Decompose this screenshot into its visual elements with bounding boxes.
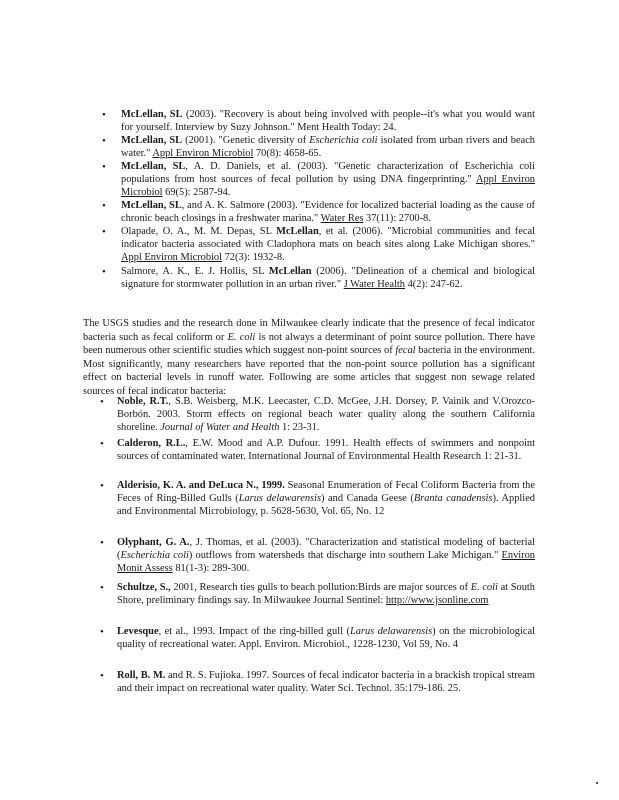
reference-item [121,135,535,161]
reference-item [117,670,535,696]
emphasis-word: fecal [395,345,416,356]
scan-speck [596,782,598,784]
reference-item [117,582,535,608]
reference-item [117,396,535,435]
reference-author: Schultze, S., [117,582,171,593]
reference-text: 70(8): 4658-65. [253,147,322,159]
reference-text: (2001). "Genetic diversity of [182,135,310,146]
reference-author: Alderisio, K. A. and DeLuca N., 1999. [117,480,285,491]
reference-text: isolated from urban rivers and beach water." [121,135,536,159]
species-name: Branta canadensis [413,492,493,504]
reference-author: Noble, R.T. [117,396,169,407]
reference-text: , E.W. Mood and A.P. Dufour. 1991. Health effects of swimmers and nonpoint sources of contaminated water. International Journal of Environmental Health Research 1: 21-31. [117,438,536,462]
species-name: Larus delawarensis [349,626,433,637]
reference-text: 37(11): 2700-8. [363,212,431,224]
species-name: Larus delawarensis [238,492,322,504]
reference-text: , and A. K. Salmore (2003). "Evidence for localized bacterial loading as the cause of chronic beach closings in a freshwater marina." [121,200,535,224]
journal-link[interactable]: Appl Environ Microbiol [121,251,223,263]
reference-author: McLellan [276,226,319,237]
reference-author: McLellan, SL [121,135,183,146]
reference-author: Roll, B. M. [117,670,166,681]
reference-text: , S.B. Weisberg, M.K. Leecaster, C.D. McGee, J.H. Dorsey, P. Vainik and V.Orozco-Borbón. 2003. Storm effects on regional beach water quality along the southern California shoreline. [117,396,535,433]
journal-link[interactable]: Appl Environ Microbiol [152,147,254,159]
reference-author: Levesque [117,626,159,637]
reference-text: Olapade, O. A., M. M. Depas, SL [121,226,277,237]
reference-text: 81(1-3): 289-300. [172,562,250,574]
journal-link[interactable]: J Water Health [343,278,405,290]
reference-item [117,438,535,464]
reference-text: ) on the microbiological quality of recreational water. Appl. Environ. Microbiol., 1228-1230, Vol 59, No. 4 [117,626,535,650]
species-name: Escherichia coli [120,549,189,561]
reference-item [121,266,535,292]
reference-item [117,626,535,652]
species-name: E. coli [470,582,498,593]
reference-text: 69(5): 2587-94. [162,186,231,198]
website-link[interactable]: http://www.jsonline.com [385,594,489,606]
reference-text: 72(3): 1932-8. [222,251,285,263]
reference-text: at South Shore, preliminary findings say. In Milwaukee Journal Sentinel: [117,582,535,606]
reference-text: ) and Canada Geese ( [321,492,414,504]
reference-item [117,537,535,576]
reference-text: Salmore, A. K., E. J. Hollis, SL [121,266,269,277]
species-name: E. coli [227,331,256,343]
reference-text: , et al., 1993. Impact of the ring-billed gull ( [158,626,350,637]
reference-text: (2006). "Delineation of a chemical and biological signature for stormwater pollution in an urban river." [121,266,535,290]
body-paragraph: The USGS studies and the research done in Milwaukee clearly indicate that the presence of fecal indicator bacteria such as fecal coliform or E. coli is not always a determinant of point source pollution. There have been numerous other scientific studies which suggest non-point sources of fecal bacteria in the environment. Most significantly, many researchers have reported that the non-point source pollution has a significant effect on bacterial levels in runoff water. Following are some articles that suggest non sewage related sources of fecal indicator bacteria: [83,318,536,397]
reference-text: ) outflows from watersheds that discharge into southern Lake Michigan." [188,549,502,561]
reference-text: and R. S. Fujioka. 1997. Sources of fecal indicator bacteria in a brackish tropical stream and their impact on recreational water quality. Water Sci. Technol. 35:179-186. 25. [117,670,535,694]
reference-text: , et al. (2006). "Microbial communities and fecal indicator bacteria associated with Cladophora mats on beach sites along Lake Michigan shores." [121,226,535,250]
reference-text: 4(2): 247-62. [404,278,463,290]
journal-title: Journal of Water and Health [160,421,280,433]
journal-link[interactable]: Water Res [320,212,364,224]
reference-text: Seasonal Enumeration of Fecal Coliform Bacteria from the Feces of Ring-Billed Gulls ( [117,480,535,504]
reference-text: ). Applied and Environmental Microbiology, p. 5628-5630, Vol. 65, No. 12 [117,492,535,517]
reference-item [121,161,535,200]
journal-link[interactable]: Environ Monit Assess [117,549,536,574]
reference-author: McLellan [268,266,312,277]
reference-author: McLellan, SL [121,109,183,120]
reference-text: 1: 23-31. [279,421,320,433]
reference-author: McLellan, SL [121,200,182,211]
reference-text: , J. Thomas, et al. (2003). "Characterization and statistical modeling of bacterial ( [117,537,535,561]
reference-species: Escherichia coli [309,135,378,146]
reference-item [117,480,535,519]
reference-text: , A. D. Daniels, et al. (2003). "Genetic characterization of Escherichia coli populations from host sources of fecal pollution by using DNA fingerprinting." [121,161,535,185]
reference-text: 2001, Research ties gulls to beach pollution:Birds are major sources of [170,582,471,593]
reference-item [121,200,535,226]
reference-item [121,226,535,265]
reference-text: (2003). "Recovery is about being involved with people--it's what you would want for yourself. Interview by Suzy Johnson." Ment Health Today: 24. [121,109,535,133]
reference-item [121,109,535,135]
reference-author: McLellan, SL [121,161,186,172]
reference-author: Calderon, R.L. [117,438,186,449]
journal-link[interactable]: Appl Environ Microbiol [121,173,535,198]
reference-author: Olyphant, G. A. [117,537,190,548]
